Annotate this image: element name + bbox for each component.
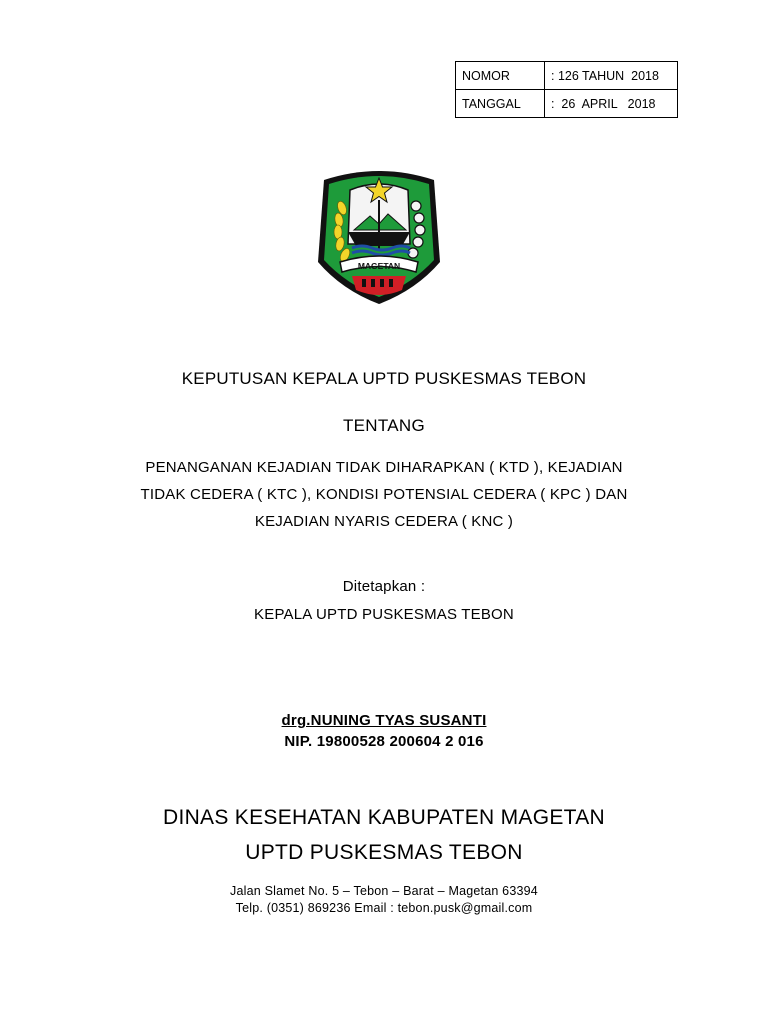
tanggal-label: TANGGAL xyxy=(456,90,545,118)
nomor-row xyxy=(456,62,678,90)
office-address: Jalan Slamet No. 5 – Tebon – Barat – Magetan 63394 xyxy=(230,884,538,898)
subject-line-1: PENANGANAN KEJADIAN TIDAK DIHARAPKAN ( KTD ), KEJADIAN xyxy=(145,459,623,476)
ditetapkan-label: Ditetapkan : xyxy=(342,578,426,595)
ditetapkan-by: KEPALA UPTD PUSKESMAS TEBON xyxy=(254,606,514,623)
office-unit: UPTD PUSKESMAS TEBON xyxy=(245,841,523,864)
signatory-name: drg.NUNING TYAS SUSANTI xyxy=(281,712,487,729)
office-contact: Telp. (0351) 869236 Email : tebon.pusk@gmail.com xyxy=(235,901,533,915)
subject-line-2: TIDAK CEDERA ( KTC ), KONDISI POTENSIAL CEDERA ( KPC ) DAN xyxy=(140,486,628,503)
nomor-value: : 126 TAHUN 2018 xyxy=(545,62,678,90)
nomor-label: NOMOR xyxy=(456,62,545,90)
magetan-regency-emblem-icon xyxy=(312,158,446,308)
decree-title: KEPUTUSAN KEPALA UPTD PUSKESMAS TEBON xyxy=(181,369,587,388)
office-name: DINAS KESEHATAN KABUPATEN MAGETAN xyxy=(162,806,606,829)
tanggal-row xyxy=(456,90,678,118)
subject-line-3: KEJADIAN NYARIS CEDERA ( KNC ) xyxy=(254,513,514,530)
svg-text:MAGETAN: MAGETAN xyxy=(357,261,401,271)
tanggal-value: : 26 APRIL 2018 xyxy=(545,90,678,118)
document-meta-table xyxy=(455,61,678,118)
signatory-nip: NIP. 19800528 200604 2 016 xyxy=(284,733,484,750)
decree-tentang: TENTANG xyxy=(342,416,426,435)
